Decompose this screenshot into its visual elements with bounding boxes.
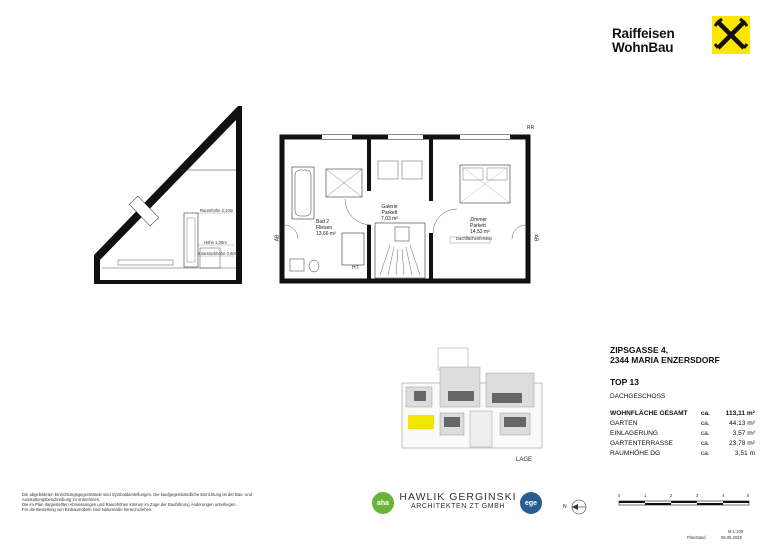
site-plan [400,345,550,463]
room-label-bad: Bad 2 Fliesen 13,66 m² [316,219,336,237]
table-row: WOHNFLÄCHE GESAMT ca. 113,11 m² [610,409,755,417]
planstand-date: 08.05.2025 [721,535,742,540]
ab-marker-left: AB [274,234,281,242]
address-line2: 2344 MARIA ENZERSDORF [610,355,720,365]
north-arrow-icon [564,496,590,518]
aha-badge: aha [372,492,394,514]
planstand-label: Planstand [687,535,706,540]
room-label-galerie: Galerie Parkett 7,03 m² [381,204,398,222]
table-row: GARTENTERRASSE ca. 23,78 m² [610,439,755,447]
height-label: Höhe 1,00m [204,240,227,245]
table-row: RAUMHÖHE DG ca. 3,51 m [610,449,755,457]
room-height-label: Raumhöhe 2,10m [200,208,234,213]
room-label-zimmer: Zimmer Parkett 14,53 m² [470,217,490,235]
rr-label: RR [527,125,535,131]
floor-label: DACHGESCHOSS [610,393,666,400]
table-row: GARTEN ca. 44,13 m² [610,419,755,427]
project-info [610,345,755,458]
north-label: N [563,504,567,510]
scale-tick-0: 0 [618,493,621,498]
ege-badge: ege [520,492,542,514]
knee-wall-label: Kniestockhöhe 0,60m [198,251,239,256]
architect-sub: ARCHITEKTEN ZT GMBH [410,503,506,510]
unit-title: TOP 13 [610,377,639,387]
brand-gable-cross-icon [712,16,750,54]
brand-name-line1: Raiffeisen [612,26,675,41]
architect-block [398,491,518,510]
scale-tick-3: 3 [696,493,699,498]
area-table [610,408,755,458]
scale-tick-5: 5 [747,493,750,498]
dachfenster-label: Dachflächenfenster [456,236,493,241]
scale-label: M 1:100 [728,529,744,534]
scale-tick-4: 4 [722,493,725,498]
address-line1: ZIPSGASSE 4, [610,345,669,355]
ab-marker-right: AB [532,234,539,242]
section-drawing [88,100,248,290]
scale-tick-1: 1 [644,493,647,498]
brand-logo [612,24,752,68]
highlighted-unit [408,415,434,429]
scale-tick-2: 2 [670,493,673,498]
architect-name: HAWLIK GERGINSKI [399,491,517,503]
disclaimer: Die abgebildeten Einrichtungsgegenstände sind Symboldarstellungen. Die kaufgegenständliche Einrichtung ist der Bau- und Ausstattungsbeschreibung zu entnehmen. Die im Plan dargestellten Abmessungen und Raumhöhen können im Zuge der Bauführung Änderungen unterliegen. Für die Bestellung von Einbaumöbeln sind Naturmaße heranzuziehen. [22,492,252,512]
floor-plan [270,125,550,290]
site-label: LAGE [516,457,533,463]
brand-name-line2: WohnBau [612,40,674,55]
scale-bar [615,493,755,541]
ht-label: HT [352,265,359,271]
table-row: EINLAGERUNG ca. 3,57 m² [610,429,755,437]
